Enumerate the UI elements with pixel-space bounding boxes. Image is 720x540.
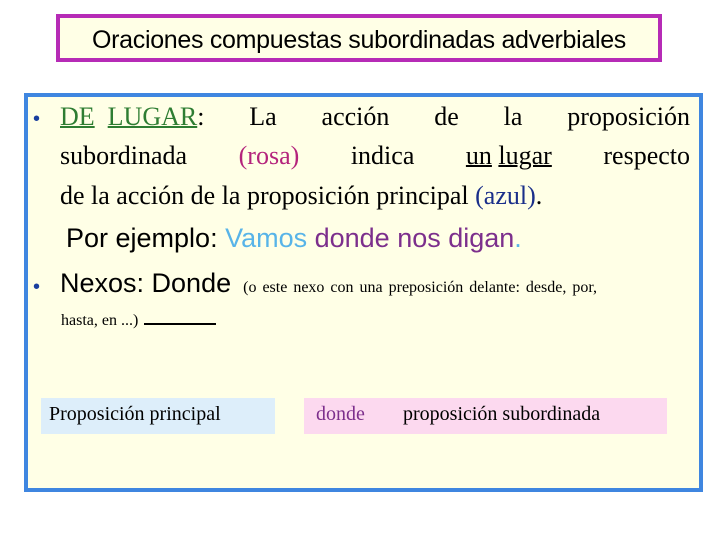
definition-period: . <box>535 181 543 210</box>
nexos-note-line-2 <box>61 312 216 330</box>
word: un <box>465 141 492 170</box>
definition-line-1 <box>60 102 690 132</box>
word: la <box>503 102 523 131</box>
word: subordinada <box>60 141 188 170</box>
word: respecto <box>603 141 690 170</box>
nexos-note: (o este nexo con una preposición delante: desde, por, <box>243 279 598 296</box>
word: La <box>249 102 277 131</box>
word: indica <box>350 141 415 170</box>
azul-keyword: (azul) <box>475 181 536 210</box>
subordinate-clause-label: proposición subordinada <box>403 403 601 425</box>
nexos-line <box>60 268 690 299</box>
example-line <box>66 223 522 254</box>
label-colon: : <box>197 102 205 131</box>
bullet-marker: • <box>33 108 41 130</box>
title-box <box>56 14 662 62</box>
word: de <box>434 102 459 131</box>
word: proposición <box>567 102 690 131</box>
nexos-note-continued: hasta, en ...) <box>61 312 139 329</box>
rosa-keyword: (rosa) <box>238 141 300 170</box>
un-lugar-phrase <box>466 141 552 171</box>
definition-line-2 <box>60 141 690 171</box>
word: acción <box>321 102 390 131</box>
definition-line-3 <box>60 181 542 211</box>
label-lugar: LUGAR <box>107 102 198 131</box>
label-de: DE <box>60 102 95 131</box>
blank-line <box>144 322 216 325</box>
example-period: . <box>514 223 522 253</box>
definition-label <box>60 102 204 132</box>
example-label: Por ejemplo: <box>66 223 226 253</box>
example-main-clause: Vamos <box>225 223 308 253</box>
subordinate-clause-box <box>304 398 667 434</box>
bullet-marker: • <box>33 276 41 298</box>
nexo-label: donde <box>316 403 365 425</box>
page-title: Oraciones compuestas subordinadas adverbiales <box>91 26 627 54</box>
definition-text: de la acción de la proposición principal <box>60 181 476 210</box>
principal-clause-label: Proposición principal <box>49 403 221 425</box>
principal-clause-box <box>41 398 275 434</box>
word: lugar <box>498 141 552 170</box>
example-sub-clause: donde nos digan <box>307 223 515 253</box>
nexos-label: Nexos: Donde <box>60 268 232 298</box>
